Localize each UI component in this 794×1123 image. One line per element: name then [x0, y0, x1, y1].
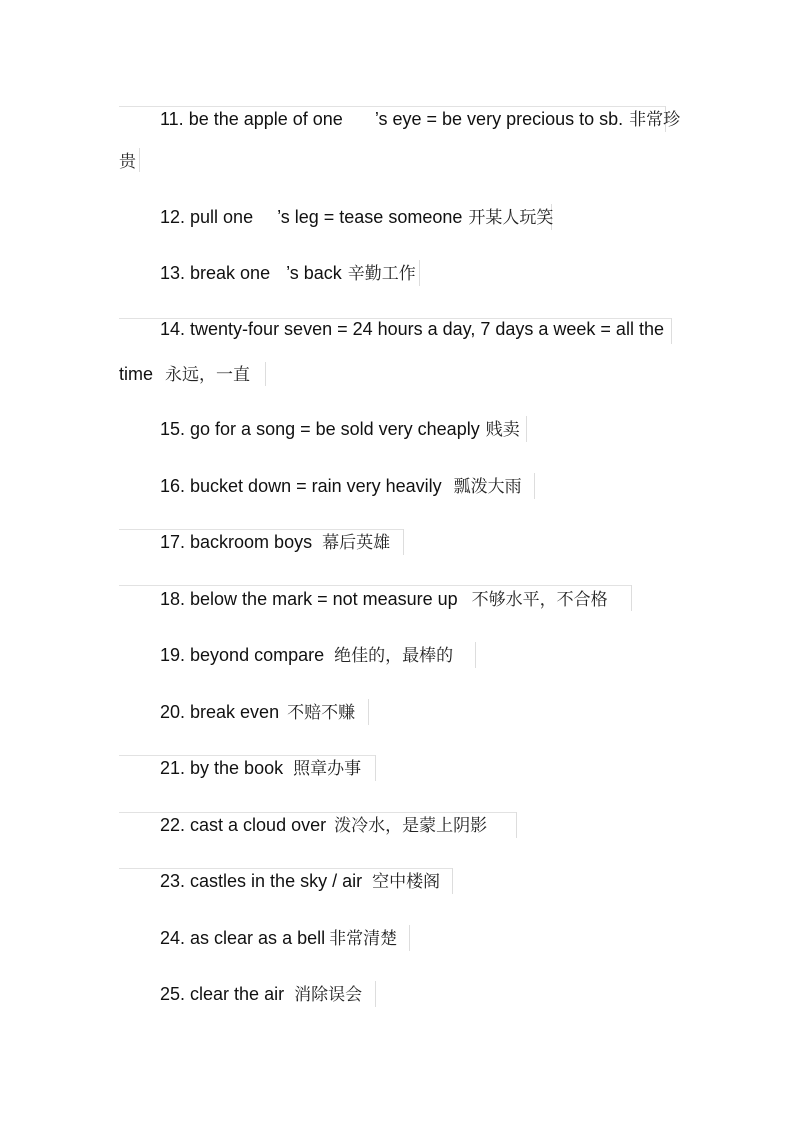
- idiom-english: 21. by the book: [160, 758, 284, 778]
- table-rule: [671, 318, 672, 344]
- table-rule: [139, 148, 140, 172]
- idiom-english: 12. pull one: [160, 207, 254, 227]
- idiom-line: [160, 531, 390, 554]
- idiom-line: [119, 150, 136, 173]
- idiom-english: 19. beyond compare: [160, 645, 325, 665]
- idiom-chinese: 永远，一直: [165, 365, 251, 385]
- table-rule: [631, 585, 632, 611]
- idiom-chinese: 辛勤工作: [347, 264, 416, 284]
- idiom-chinese: 开某人玩笑: [468, 208, 554, 228]
- table-rule: [119, 529, 403, 530]
- table-rule: [375, 755, 376, 781]
- table-rule: [409, 925, 410, 951]
- idiom-english: 25. clear the air: [160, 984, 285, 1004]
- idiom-english: 14. twenty-four seven = 24 hours a day, 7 days a week = all the: [160, 319, 664, 339]
- table-rule: [452, 868, 453, 894]
- idiom-chinese: 瓢泼大雨: [453, 477, 522, 497]
- table-rule: [526, 416, 527, 442]
- table-rule: [119, 868, 452, 869]
- idiom-chinese: 非常清楚: [329, 929, 398, 949]
- idiom-chinese: 不够水平，不合格: [471, 590, 608, 610]
- idiom-chinese: 照章办事: [293, 759, 362, 779]
- idiom-chinese: 消除误会: [294, 985, 363, 1005]
- idiom-line: [160, 644, 453, 667]
- idiom-english: time: [119, 364, 154, 384]
- idiom-english: 24. as clear as a bell: [160, 928, 326, 948]
- idiom-english: 20. break even: [160, 702, 280, 722]
- idiom-line: [160, 983, 362, 1006]
- idiom-line: [160, 418, 520, 441]
- table-rule: [419, 260, 420, 286]
- idiom-chinese: 绝佳的，最棒的: [334, 646, 454, 666]
- idiom-line: [160, 206, 553, 229]
- idiom-english: 15. go for a song = be sold very cheaply: [160, 419, 480, 439]
- idiom-english: 17. backroom boys: [160, 532, 313, 552]
- idiom-line: [160, 262, 416, 285]
- idiom-line: [160, 757, 361, 780]
- idiom-english: 16. bucket down = rain very heavily: [160, 476, 442, 496]
- idiom-line: [160, 588, 608, 611]
- idiom-line: [160, 318, 664, 340]
- table-rule: [516, 812, 517, 838]
- idiom-line: [160, 870, 440, 893]
- idiom-chinese: 不赔不赚: [287, 703, 356, 723]
- idiom-english: 13. break one: [160, 263, 271, 283]
- idiom-chinese: 非常珍: [629, 110, 681, 130]
- idiom-line: [160, 475, 522, 498]
- idiom-english: ’s back: [286, 263, 342, 283]
- idiom-english: ’s leg = tease someone: [277, 207, 463, 227]
- table-rule: [375, 981, 376, 1007]
- idiom-chinese: 空中楼阁: [372, 872, 441, 892]
- table-rule: [265, 362, 266, 386]
- table-rule: [119, 812, 516, 813]
- table-rule: [119, 585, 631, 586]
- idiom-chinese: 幕后英雄: [322, 533, 391, 553]
- table-rule: [119, 106, 665, 107]
- idiom-english: 18. below the mark = not measure up: [160, 589, 458, 609]
- idiom-line: [119, 363, 250, 386]
- idiom-line: [160, 108, 680, 131]
- idiom-line: [160, 814, 487, 837]
- table-rule: [119, 755, 375, 756]
- idiom-english: 11. be the apple of one: [160, 109, 343, 129]
- idiom-english: 23. castles in the sky / air: [160, 871, 363, 891]
- table-rule: [403, 529, 404, 555]
- idiom-english: ’s eye = be very precious to sb.: [374, 109, 624, 129]
- table-rule: [534, 473, 535, 499]
- table-rule: [368, 699, 369, 725]
- idiom-line: [160, 701, 355, 724]
- idiom-line: [160, 927, 397, 950]
- idiom-chinese: 泼冷水，是蒙上阴影: [334, 816, 488, 836]
- table-rule: [475, 642, 476, 668]
- idiom-english: 22. cast a cloud over: [160, 815, 327, 835]
- idiom-chinese: 贵: [119, 152, 136, 172]
- idiom-chinese: 贱卖: [485, 420, 520, 440]
